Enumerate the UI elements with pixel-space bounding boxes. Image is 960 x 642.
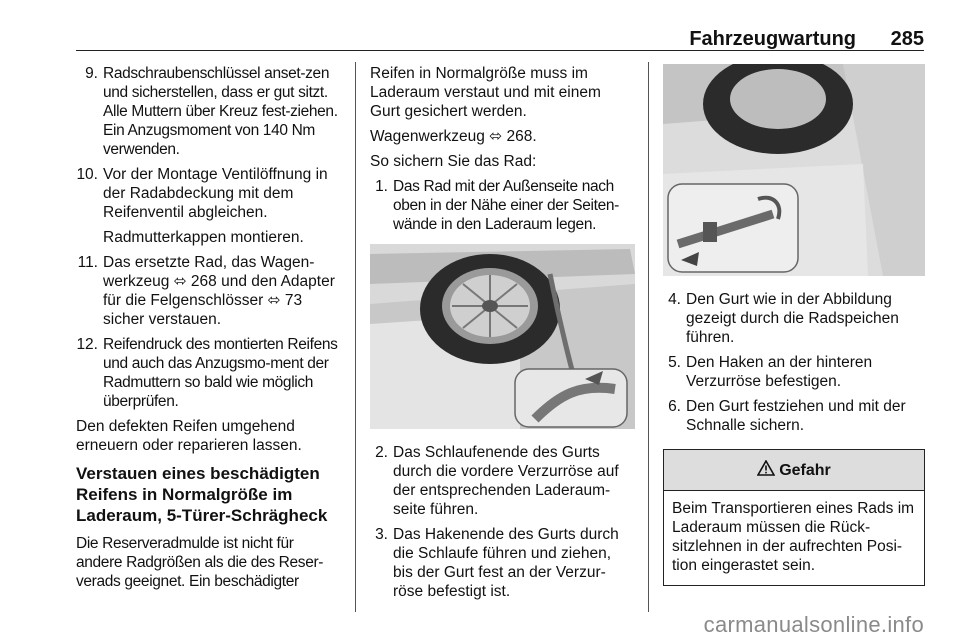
list-item-text: Das Hakenende des Gurts durch die Schlaufe führen und ziehen, bis der Gurt fest an der Verzur-röse befestigt ist. — [393, 526, 619, 600]
warning-triangle-icon — [757, 460, 775, 481]
list-item-text: Vor der Montage Ventilöffnung in der Radabdeckung mit dem Reifenventil abgleichen. — [103, 166, 328, 221]
list-item-number: 11. — [77, 254, 98, 271]
section-heading: Verstauen eines beschädigten Reifens in Normalgröße im Laderaum, 5-Türer-Schrägheck — [76, 464, 328, 525]
warning-text: Beim Transportieren eines Rads im Laderaum müssen die Rück-sitzlehnen in der aufrechten Posi-tion eingerastet sein. — [672, 500, 915, 574]
column-divider — [355, 62, 356, 612]
list-item-text: Das ersetzte Rad, das Wagen-werkzeug ⬄ 268 und den Adapter für die Felgenschlösser ⬄ 73 sicher verstauen. — [103, 254, 335, 328]
watermark: carmanualsonline.info — [703, 612, 924, 637]
column-divider — [648, 62, 649, 612]
strap-hook-illustration — [663, 64, 925, 276]
paragraph: Die Reserveradmulde ist nicht für andere Radgrößen als die des Reser-verads geeignet. Ein beschädigter — [76, 535, 324, 590]
list-item-text: Das Rad mit der Außenseite nach oben in der Nähe einer der Seiten-wände in den Laderaum legen. — [393, 178, 619, 233]
list-item — [76, 335, 342, 411]
paragraph: Wagenwerkzeug ⬄ 268. — [370, 128, 537, 145]
list-item — [370, 177, 635, 234]
list-item — [370, 443, 635, 519]
list-item-number: 4. — [668, 291, 681, 308]
header-rule — [76, 50, 924, 51]
figure-wheel-in-cargo — [370, 244, 635, 429]
list-item — [663, 397, 925, 435]
list-item-subtext: Radmutterkappen montieren. — [103, 229, 304, 246]
column-2 — [370, 64, 635, 607]
paragraph: So sichern Sie das Rad: — [370, 153, 537, 170]
list-item-text: Den Gurt wie in der Abbildung gezeigt durch die Radspeichen führen. — [686, 291, 899, 346]
section-title: Fahrzeugwartung — [689, 28, 856, 50]
list-item-number: 6. — [668, 398, 681, 415]
figure-strap-hook — [663, 64, 925, 276]
list-item-text: Das Schlaufenende des Gurts durch die vordere Verzurröse auf der entsprechenden Laderaum-seite führen. — [393, 444, 619, 518]
list-item-number: 9. — [85, 65, 98, 82]
warning-box — [663, 449, 925, 586]
list-item-text: Reifendruck des montierten Reifens und auch das Anzugsmo-ment der Radmuttern so bald wie möglich überprüfen. — [103, 336, 338, 410]
list-item — [76, 253, 342, 329]
list-item-number: 3. — [375, 526, 388, 543]
list-item-number: 12. — [76, 336, 98, 353]
list-item — [76, 64, 342, 159]
warning-header — [664, 450, 924, 491]
list-item-text: Den Gurt festziehen und mit der Schnalle sichern. — [686, 398, 906, 434]
list-item-number: 2. — [375, 444, 388, 461]
list-item-number: 1. — [375, 178, 388, 195]
warning-title: Gefahr — [779, 461, 831, 479]
list-item-number: 5. — [668, 354, 681, 371]
list-item — [663, 290, 925, 347]
list-item — [370, 525, 635, 601]
column-1 — [76, 64, 342, 597]
list-item — [76, 165, 342, 222]
list-item-text: Radschraubenschlüssel anset-zen und sicherstellen, dass er gut sitzt. Alle Muttern über Kreuz fest-ziehen. Ein Anzugsmoment von 140 Nm verwenden. — [103, 65, 338, 158]
paragraph: Reifen in Normalgröße muss im Laderaum verstaut und mit einem Gurt gesichert werden. — [370, 65, 601, 120]
list-item-text: Den Haken an der hinteren Verzurröse befestigen. — [686, 354, 873, 390]
list-item-number: 10. — [76, 166, 98, 183]
paragraph: Den defekten Reifen umgehend erneuern oder reparieren lassen. — [76, 418, 302, 454]
wheel-in-cargo-illustration — [370, 244, 635, 429]
column-3 — [663, 64, 925, 586]
list-item — [663, 353, 925, 391]
page-number: 285 — [890, 28, 924, 50]
